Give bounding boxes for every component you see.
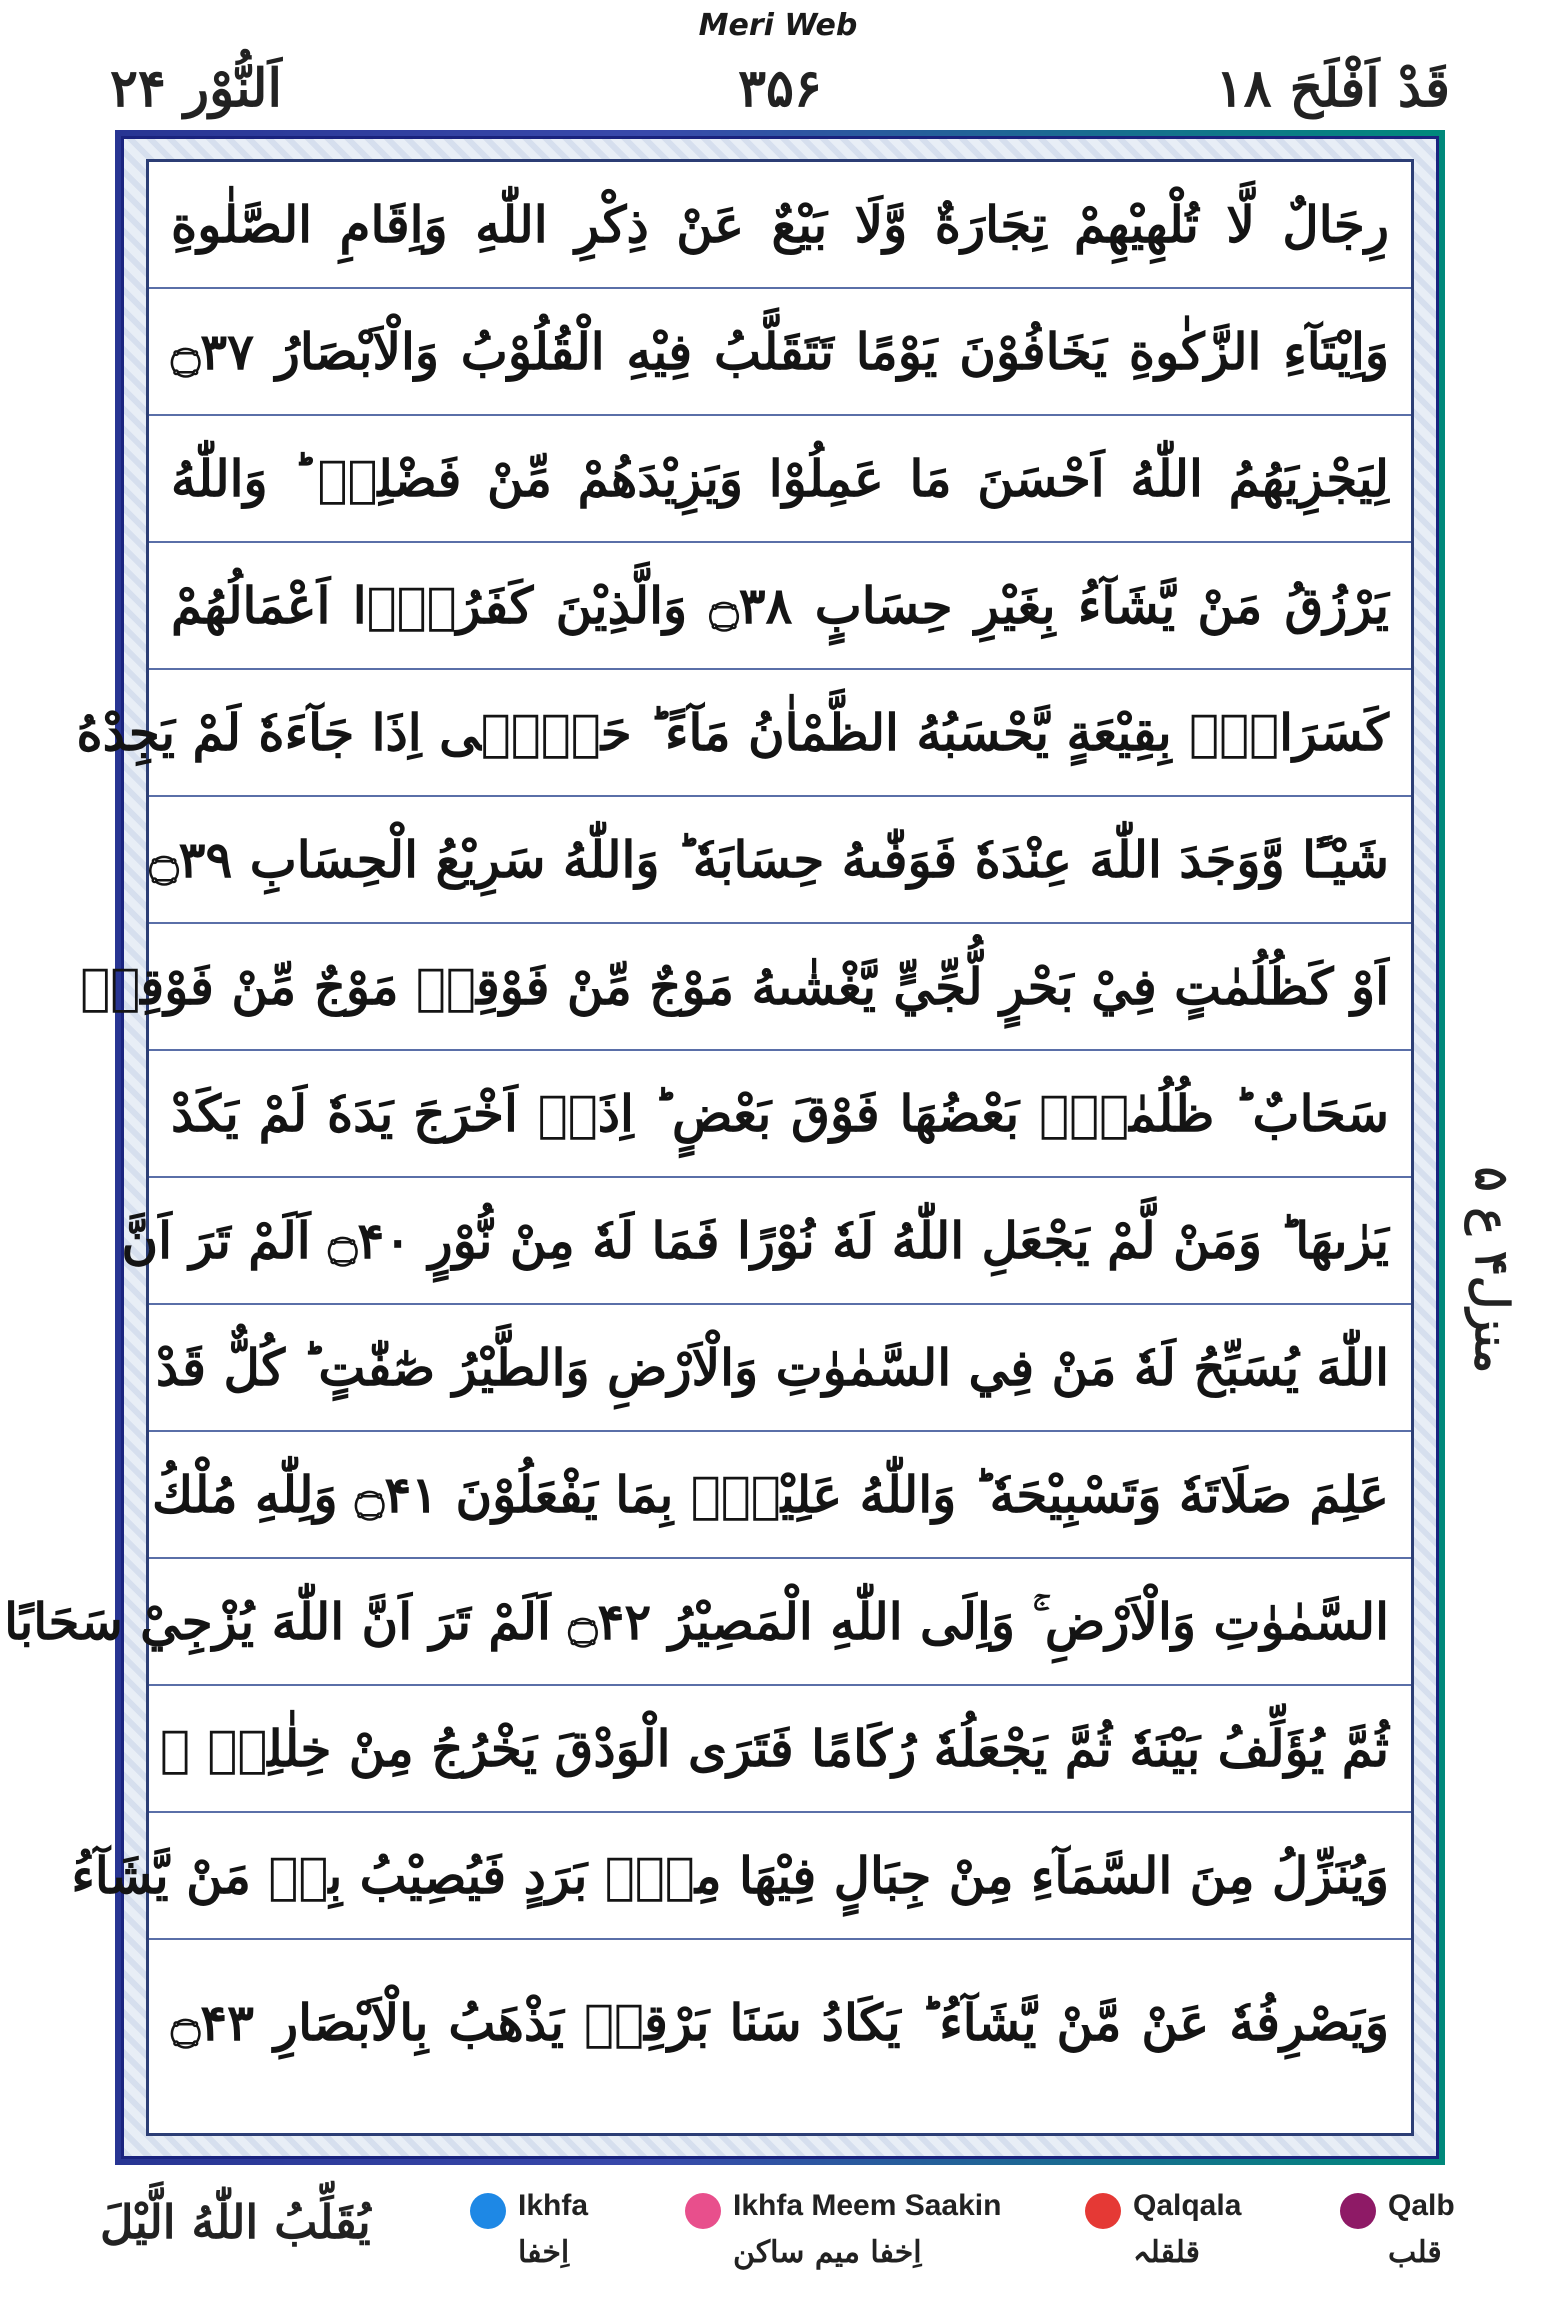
line-text: السَّمٰوٰتِ وَالْاَرْضِ ۚ وَاِلَى اللّٰهِ الْمَصِيْرُ ۝۴۲ اَلَمْ تَرَ اَنَّ اللّٰهَ يُزْجِيْ سَحَابًا [4, 1591, 1389, 1651]
line-text: ثُمَّ يُؤَلِّفُ بَيْنَهٗ ثُمَّ يَجْعَلُهٗ رُكَامًا فَتَرَى الْوَدْقَ يَخْرُجُ مِنْ خِلٰلِهٖ ۚ [159, 1719, 1389, 1778]
text-line [149, 797, 1411, 924]
text-line [149, 543, 1411, 670]
legend-label-urdu: اِخفا [518, 2235, 570, 2270]
text-line [149, 416, 1411, 543]
border-pattern [4, 136, 1439, 2159]
text-line [121, 1178, 1411, 1305]
legend-ikhfa [470, 2185, 650, 2285]
text-line [149, 289, 1411, 416]
legend-label: Ikhfa Meem Saakin [733, 2189, 1002, 2222]
quran-text-panel [4, 159, 1414, 2136]
line-text: كَسَرَابٍۭ بِقِيْعَةٍ يَّحْسَبُهُ الظَّمْاٰنُ مَآءً ؕ حَتّٰۤى اِذَا جَآءَهٗ لَمْ يَجِدْهُ [76, 703, 1389, 762]
legend-ikhfa-meem-saakin [685, 2185, 1025, 2285]
para-name: قَدْ اَفْلَحَ ۱۸ [1215, 58, 1450, 119]
qalqala-color-dot [1085, 2193, 1121, 2229]
line-text: رِجَالٌ لَّا تُلْهِيْهِمْ تِجَارَةٌ وَّلَا بَيْعٌ عَنْ ذِكْرِ اللّٰهِ وَاِقَامِ الصَّلٰوةِ [171, 195, 1389, 254]
line-text: يَرْزُقُ مَنْ يَّشَآءُ بِغَيْرِ حِسَابٍ ۝۳۸ وَالَّذِيْنَ كَفَرُوْۤا اَعْمَالُهُمْ [171, 576, 1389, 635]
text-line [149, 1686, 1411, 1813]
line-text: سَحَابٌ ؕ ظُلُمٰتٌۢ بَعْضُهَا فَوْقَ بَعْضٍ ؕ اِذَاۤ اَخْرَجَ يَدَهٗ لَمْ يَكَدْ [171, 1084, 1389, 1143]
text-line [80, 924, 1411, 1051]
line-text: يَرٰىهَا ؕ وَمَنْ لَّمْ يَجْعَلِ اللّٰهُ لَهٗ نُوْرًا فَمَا لَهٗ مِنْ نُّوْرٍ ۝۴۰ اَلَمْ تَرَ اَنَّ [121, 1211, 1389, 1270]
page-header [110, 58, 1450, 133]
line-text: وَاِيْتَآءِ الزَّكٰوةِ يَخَافُوْنَ يَوْمًا تَتَقَلَّبُ فِيْهِ الْقُلُوْبُ وَالْاَبْصَارُ ۝۳۷ [171, 322, 1389, 381]
line-text: وَيَصْرِفُهٗ عَنْ مَّنْ يَّشَآءُ ؕ يَكَادُ سَنَا بَرْقِهٖ يَذْهَبُ بِالْاَبْصَارِ ۝۴۳ [171, 1993, 1389, 2052]
qalb-color-dot [1340, 2193, 1376, 2229]
surah-name: اَلنُّوْر ۲۴ [110, 58, 282, 119]
next-page-word: يُقَلِّبُ اللّٰهُ الَّيْلَ [100, 2195, 371, 2249]
text-line [76, 670, 1411, 797]
text-line [149, 1051, 1411, 1178]
ornamental-border [4, 130, 1445, 2165]
legend-label-urdu: اِخفا میم ساکن [733, 2235, 922, 2270]
legend-qalqala [1085, 2185, 1285, 2285]
page-footer [0, 2185, 1556, 2300]
text-line [149, 1305, 1411, 1432]
legend-qalb [1340, 2185, 1500, 2285]
manzil-text: منزل۴ ع ۵ [1465, 1166, 1519, 1374]
line-text: شَيْـًٔا وَّوَجَدَ اللّٰهَ عِنْدَهٗ فَوَفّٰىهُ حِسَابَهٗ ؕ وَاللّٰهُ سَرِيْعُ الْحِسَابِ ۝۳۹ [149, 830, 1389, 889]
text-line [149, 1940, 1411, 2105]
line-text: اللّٰهَ يُسَبِّحُ لَهٗ مَنْ فِي السَّمٰوٰتِ وَالْاَرْضِ وَالطَّيْرُ صٰٓفّٰتٍ ؕ كُلٌّ قَدْ [155, 1338, 1389, 1397]
legend-label: Qalqala [1133, 2189, 1242, 2222]
legend-label: Qalb [1388, 2189, 1455, 2222]
line-text: وَيُنَزِّلُ مِنَ السَّمَآءِ مِنْ جِبَالٍ فِيْهَا مِنْۢ بَرَدٍ فَيُصِيْبُ بِهٖ مَنْ يَّشَآءُ [71, 1846, 1389, 1905]
legend-label-urdu: قلب [1388, 2235, 1442, 2270]
ikhfa-meem-color-dot [685, 2193, 721, 2229]
text-line [4, 1559, 1411, 1686]
manzil-marker [1452, 1030, 1532, 1510]
line-text: عَلِمَ صَلَاتَهٗ وَتَسْبِيْحَهٗ ؕ وَاللّٰهُ عَلِيْمٌۢ بِمَا يَفْعَلُوْنَ ۝۴۱ وَلِلّٰهِ مُلْكُ [152, 1465, 1389, 1524]
site-label: Meri Web [698, 8, 858, 43]
ikhfa-color-dot [470, 2193, 506, 2229]
line-text: اَوْ كَظُلُمٰتٍ فِيْ بَحْرٍ لُّجِّيٍّ يَّغْشٰىهُ مَوْجٌ مِّنْ فَوْقِهٖ مَوْجٌ مِّنْ فَوْقِهٖ [80, 957, 1389, 1016]
text-line [149, 162, 1411, 289]
legend-label: Ikhfa [518, 2189, 589, 2222]
text-line [71, 1813, 1411, 1940]
text-line [149, 1432, 1411, 1559]
line-text: لِيَجْزِيَهُمُ اللّٰهُ اَحْسَنَ مَا عَمِلُوْا وَيَزِيْدَهُمْ مِّنْ فَضْلِهٖ ؕ وَاللّٰهُ [171, 449, 1389, 508]
legend-label-urdu: قلقلہ [1133, 2235, 1200, 2270]
page-number: ۳۵۶ [738, 58, 822, 119]
